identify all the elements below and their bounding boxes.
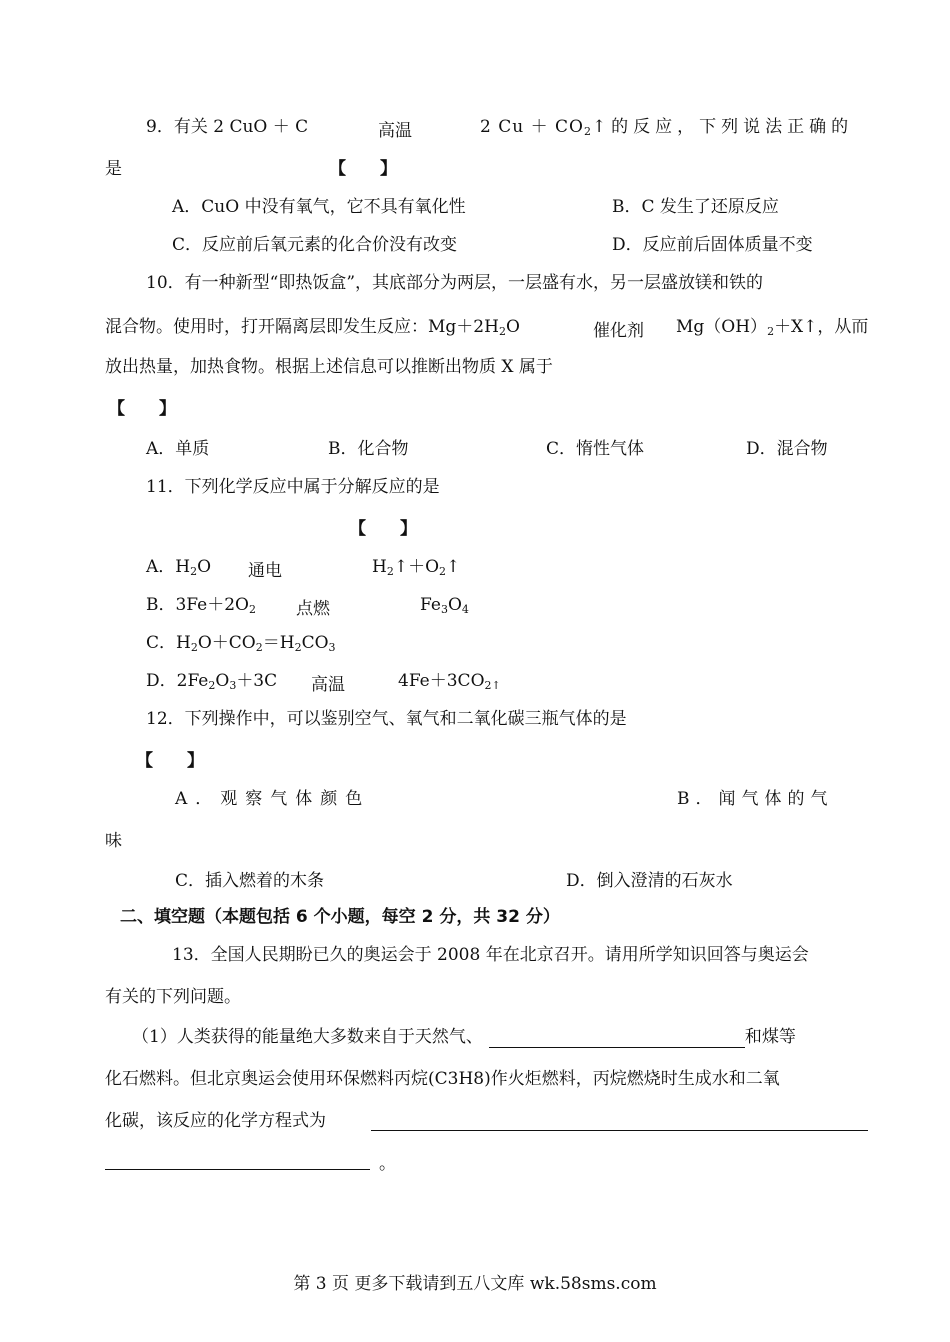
- q11-c-part2: O＋CO: [197, 633, 256, 653]
- q11-d-product: 4Fe＋3CO: [398, 671, 485, 691]
- q9-option-a[interactable]: A．CuO 中没有氧气，它不具有氧化性: [172, 197, 466, 217]
- q11-option-a[interactable]: [146, 556, 211, 580]
- q11-d-part3: ＋3C: [236, 671, 278, 691]
- q10-reaction-left: 混合物。使用时，打开隔离层即发生反应：Mg＋2H: [105, 317, 499, 337]
- q11-c-part1: C．H: [146, 633, 191, 653]
- q11-d-sub3: 2↑: [484, 679, 501, 692]
- q9-line1: [146, 116, 308, 138]
- q11-c-part3: ＝H: [262, 633, 295, 653]
- q11-d-products: [398, 670, 501, 694]
- q10-reaction-right-end: ＋X↑，从而: [774, 317, 869, 337]
- q10-option-d[interactable]: D．混合物: [746, 439, 828, 459]
- q10-line1: 10．有一种新型“即热饭盒”，其底部分为两层，一层盛有水，另一层盛放镁和铁的: [146, 273, 764, 293]
- q11-a-condition: 通电: [248, 561, 282, 581]
- q13-blank-2-cont[interactable]: [105, 1151, 370, 1170]
- q11-b-product: Fe: [420, 595, 441, 615]
- q11-d-part1: D．2Fe: [146, 671, 209, 691]
- q11-a-product-1: H: [372, 557, 387, 577]
- q9-option-d[interactable]: D．反应前后固体质量不变: [612, 235, 813, 255]
- q9-answer-bracket: 【 】: [329, 159, 397, 179]
- q11-a-product-mid: ↑＋O: [393, 557, 440, 577]
- q11-a-sub2: 2: [386, 565, 394, 578]
- q11-c-sub3: 2: [294, 641, 302, 654]
- q13-line1: 13．全国人民期盼已久的奥运会于 2008 年在北京召开。请用所学知识回答与奥运会: [172, 945, 809, 965]
- q13-part1-line1: [132, 1026, 796, 1048]
- q11-a-reactant-end: O: [197, 557, 212, 577]
- q9-product: 2 Cu ＋ CO: [480, 117, 584, 137]
- q13-blank-1[interactable]: [489, 1029, 745, 1048]
- q10-option-c[interactable]: C．惰性气体: [546, 439, 645, 459]
- q12-option-d[interactable]: D．倒入澄清的石灰水: [566, 871, 733, 891]
- q10-reaction-right: Mg（OH）: [676, 317, 768, 337]
- q9-stem-start: 9．有关 2 CuO ＋ C: [146, 117, 309, 137]
- q11-option-c[interactable]: [146, 632, 336, 656]
- q11-a-sub3: 2: [439, 565, 447, 578]
- q10-subscript-1: 2: [498, 325, 506, 338]
- q11-a-reactant: A．H: [146, 557, 191, 577]
- q11-d-part2: O: [215, 671, 230, 691]
- q11-a-sub1: 2: [190, 565, 198, 578]
- q11-c-sub4: 3: [328, 641, 336, 654]
- q11-c-sub2: 2: [255, 641, 263, 654]
- page-footer: 第 3 页 更多下载请到五八文库 wk.58sms.com: [293, 1274, 657, 1294]
- q10-subscript-2: 2: [767, 325, 775, 338]
- q11-d-sub1: 2: [208, 679, 216, 692]
- q9-option-b[interactable]: B．C 发生了还原反应: [612, 197, 779, 217]
- q12-option-a[interactable]: A．观察气体颜色: [175, 789, 371, 809]
- q10-option-a[interactable]: A．单质: [146, 439, 210, 459]
- q10-answer-bracket: 【 】: [108, 399, 176, 419]
- q13-part1-end: 。: [379, 1154, 396, 1174]
- q11-a-products: [372, 556, 460, 580]
- q12-option-b-cont: 味: [105, 831, 122, 851]
- q11-option-d[interactable]: [146, 670, 277, 694]
- q12-option-b[interactable]: B．闻气体的气: [677, 789, 834, 809]
- q11-d-sub2: 3: [229, 679, 237, 692]
- q11-option-b[interactable]: [146, 594, 256, 618]
- q10-reaction-condition: 催化剂: [593, 321, 644, 341]
- q11-a-product-end: ↑: [446, 557, 461, 577]
- q11-c-part4: CO: [301, 633, 329, 653]
- q11-b-sub3: 4: [461, 603, 469, 616]
- q9-line1-product: [480, 116, 853, 140]
- q10-option-b[interactable]: B．化合物: [328, 439, 409, 459]
- q11-c-sub1: 2: [190, 641, 198, 654]
- q11-b-reactant: B．3Fe＋2O: [146, 595, 249, 615]
- q9-option-c[interactable]: C．反应前后氧元素的化合价没有改变: [172, 235, 458, 255]
- q9-line2: 是: [105, 159, 122, 179]
- q10-line2-end: [676, 316, 868, 340]
- q12-line1: 12．下列操作中，可以鉴别空气、氧气和二氧化碳三瓶气体的是: [146, 709, 627, 729]
- q11-b-product-mid: O: [447, 595, 462, 615]
- q12-answer-bracket: 【 】: [136, 751, 204, 771]
- q13-part1-line2: 化石燃料。但北京奥运会使用环保燃料丙烷(C3H8)作火炬燃料，丙烷燃烧时生成水和二氧: [105, 1069, 780, 1089]
- q11-b-sub2: 3: [440, 603, 448, 616]
- q10-reaction-left-end: O: [505, 317, 520, 337]
- q11-d-condition: 高温: [311, 675, 345, 695]
- q11-b-sub1: 2: [249, 603, 256, 616]
- q12-option-c[interactable]: C．插入燃着的木条: [175, 871, 325, 891]
- q11-b-products: [420, 594, 469, 618]
- q10-line2-start: [105, 316, 520, 340]
- q13-blank-2[interactable]: [371, 1112, 868, 1131]
- q11-answer-bracket: 【 】: [349, 519, 417, 539]
- q11-b-condition: 点燃: [296, 599, 330, 619]
- q10-line3: 放出热量，加热食物。根据上述信息可以推断出物质 X 属于: [105, 357, 553, 377]
- q11-line1: 11．下列化学反应中属于分解反应的是: [146, 477, 440, 497]
- q9-reaction-condition: 高温: [378, 121, 412, 141]
- q13-part1-text-end: 和煤等: [744, 1027, 796, 1047]
- q9-product-subscript: 2: [583, 125, 592, 138]
- q9-stem-end: ↑的反应，下列说法正确的: [591, 117, 854, 137]
- q13-part1-text: （1）人类获得的能量绝大多数来自于天然气、: [132, 1027, 483, 1047]
- q13-part1-line3: 化碳，该反应的化学方程式为: [105, 1111, 326, 1131]
- q13-line2: 有关的下列问题。: [105, 987, 241, 1007]
- section-2-title: 二、填空题（本题包括 6 个小题，每空 2 分，共 32 分）: [120, 907, 560, 927]
